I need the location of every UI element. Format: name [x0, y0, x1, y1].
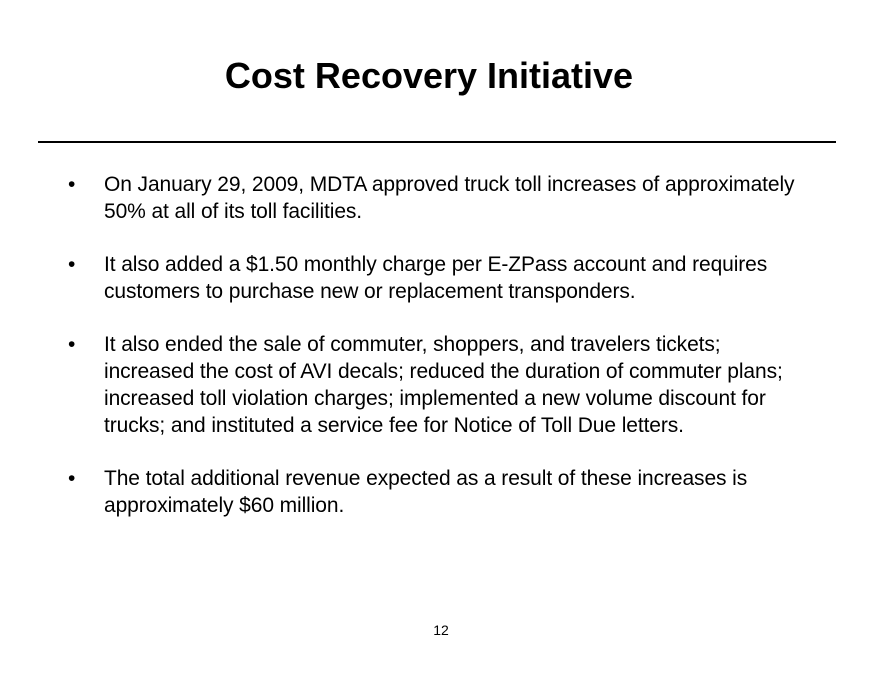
page-number: 12	[433, 622, 449, 638]
bullet-item	[0, 465, 894, 519]
bullet-item	[0, 171, 894, 225]
bullet-text: On January 29, 2009, MDTA approved truck toll increases of approximately 50% at all of its toll facilities.	[104, 173, 795, 223]
bullet-icon: •	[68, 173, 76, 196]
bullet-icon: •	[68, 253, 76, 276]
bullet-list	[0, 171, 894, 545]
bullet-icon: •	[68, 333, 76, 356]
bullet-text: It also added a $1.50 monthly charge per E-ZPass account and requires customers to purchase new or replacement transponders.	[104, 253, 768, 303]
bullet-item	[0, 331, 894, 439]
bullet-item	[0, 251, 894, 305]
bullet-text: It also ended the sale of commuter, shoppers, and travelers tickets; increased the cost of AVI decals; reduced the duration of commuter plans; increased toll violation charges; implemented a new volume discount for trucks; and instituted a service fee for Notice of Toll Due letters.	[104, 333, 783, 437]
bullet-text: The total additional revenue expected as a result of these increases is approximately $60 million.	[104, 467, 748, 517]
title-divider	[38, 141, 836, 143]
slide-title: Cost Recovery Initiative	[224, 55, 634, 96]
bullet-icon: •	[68, 467, 76, 490]
